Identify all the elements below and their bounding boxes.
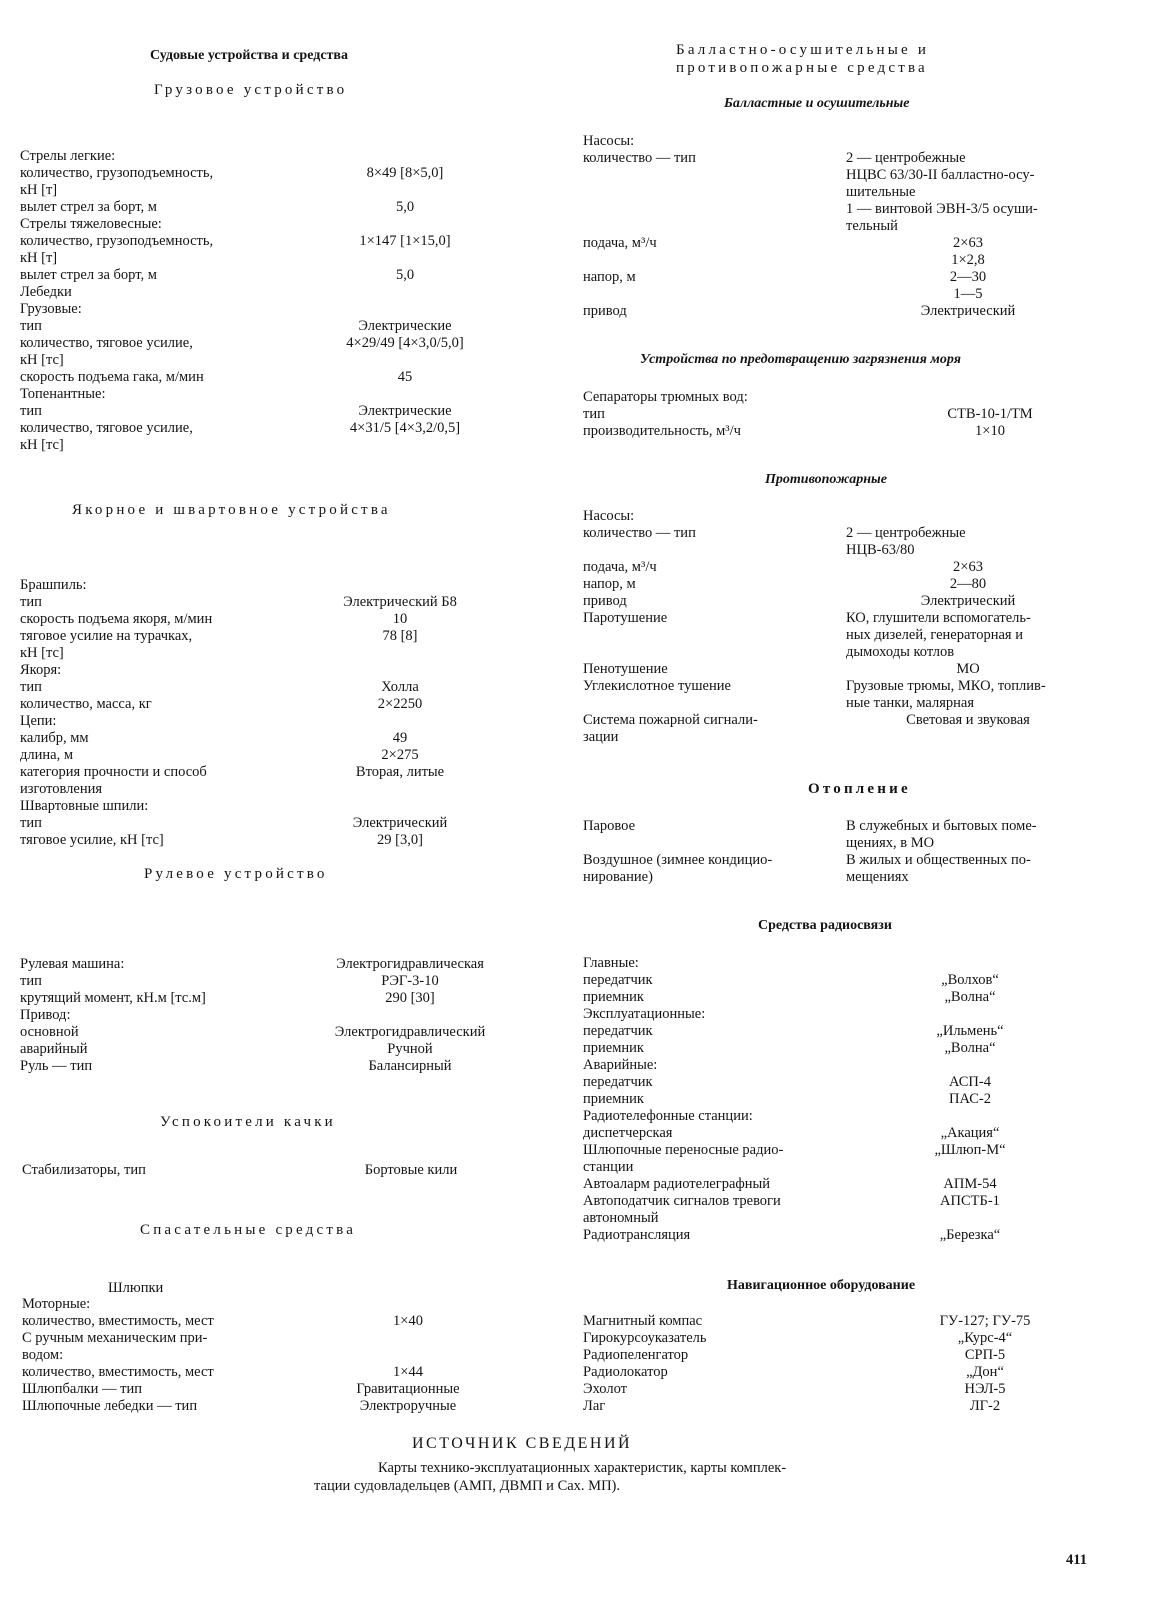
row-value: Электроручные [359, 1398, 457, 1414]
row-label: тип [20, 403, 42, 419]
row-label: Воздушное (зимнее кондицио- [583, 852, 773, 868]
row-label: подача, м³/ч [583, 235, 657, 251]
row-value: „Ильмень“ [936, 1023, 1004, 1039]
row-value: шительные [846, 184, 916, 200]
row-value: Балансирный [368, 1058, 452, 1074]
row-value: 2×275 [381, 747, 419, 763]
row-label: Лебедки [20, 284, 72, 300]
row-label: Радиотрансляция [583, 1227, 691, 1243]
row-label: автономный [583, 1210, 659, 1226]
row-value: 1×147 [1×15,0] [359, 233, 451, 249]
row-value: ные танки, малярная [846, 695, 974, 711]
row-value: 2 — центробежные [846, 525, 966, 541]
row-label: тяговое усилие на турачках, [20, 628, 193, 644]
row-value: 290 [30] [385, 990, 435, 1006]
row-label: кН [т] [20, 182, 58, 198]
row-label: Якоря: [20, 662, 62, 678]
row-label: количество, вместимость, мест [22, 1364, 214, 1380]
row-value: 1×10 [975, 423, 1005, 439]
row-label: количество, масса, кг [20, 696, 152, 712]
row-label: Пенотушение [583, 661, 668, 677]
row-value: Холла [381, 679, 419, 695]
row-value: Ручной [387, 1041, 433, 1057]
row-value: „Дон“ [966, 1364, 1004, 1380]
row-value: 2×63 [953, 235, 983, 251]
heating-title: Отопление [808, 781, 911, 797]
row-label: калибр, мм [20, 730, 89, 746]
rescue-subtitle: Шлюпки [108, 1280, 164, 1296]
row-label: вылет стрел за борт, м [20, 267, 157, 283]
row-label: производительность, м³/ч [583, 423, 741, 439]
row-value: Электрические [358, 403, 452, 419]
row-value: 5,0 [395, 267, 415, 283]
row-value: 1×2,8 [951, 252, 985, 268]
row-label: Радиолокатор [583, 1364, 668, 1380]
row-value: 1 — винтовой ЭВН-3/5 осуши- [846, 201, 1038, 217]
row-value: АПСТБ-1 [940, 1193, 1000, 1209]
row-value: мещениях [846, 869, 909, 885]
row-value: В служебных и бытовых поме- [846, 818, 1037, 834]
row-label: Швартовные шпили: [20, 798, 149, 814]
row-value: КО, глушители вспомогатель- [846, 610, 1031, 626]
row-label: передатчик [583, 1023, 653, 1039]
row-value: Электрический Б8 [343, 594, 457, 610]
row-label: Магнитный компас [583, 1313, 703, 1329]
row-label: кН [тс] [20, 645, 64, 661]
row-value: НЦВС 63/30-II балластно-осу- [846, 167, 1035, 183]
row-value: АСП-4 [949, 1074, 991, 1090]
row-label: Автоаларм радиотелеграфный [583, 1176, 771, 1192]
row-label: Брашпиль: [20, 577, 87, 593]
row-label: Шлюпочные переносные радио- [583, 1142, 784, 1158]
right-heading-line2: противопожарные средства [676, 60, 928, 76]
row-label: Автоподатчик сигналов тревоги [583, 1193, 781, 1209]
row-value: В жилых и общественных по- [846, 852, 1031, 868]
row-value: Гравитационные [356, 1381, 460, 1397]
row-value: „Березка“ [939, 1227, 1001, 1243]
row-label: Рулевая машина: [20, 956, 125, 972]
left-heading: Судовые устройства и средства [150, 48, 348, 63]
row-label: Стабилизаторы, тип [22, 1162, 146, 1178]
row-label: вылет стрел за борт, м [20, 199, 157, 215]
row-value: Бортовые кили [364, 1162, 458, 1178]
row-value: Электрический [352, 815, 448, 831]
rescue-title: Спасательные средства [140, 1222, 357, 1238]
anchor-title: Якорное и швартовное устройства [72, 502, 391, 518]
row-value: Грузовые трюмы, МКО, топлив- [846, 678, 1046, 694]
row-label: тип [20, 679, 42, 695]
row-label: скорость подъема якоря, м/мин [20, 611, 213, 627]
row-label: приемник [583, 1091, 644, 1107]
row-label: диспетчерская [583, 1125, 673, 1141]
row-value: Электрический [920, 593, 1016, 609]
row-label: Паротушение [583, 610, 668, 626]
row-value: 4×29/49 [4×3,0/5,0] [346, 335, 464, 351]
cargo-title: Грузовое устройство [154, 82, 348, 98]
row-value: „Волхов“ [941, 972, 999, 988]
row-label: подача, м³/ч [583, 559, 657, 575]
row-label: кН [тс] [20, 352, 64, 368]
row-label: Гирокурсоуказатель [583, 1330, 707, 1346]
row-value: 2×63 [953, 559, 983, 575]
radio-title: Средства радиосвязи [758, 918, 892, 933]
row-label: привод [583, 303, 627, 319]
row-value: 4×31/5 [4×3,2/0,5] [349, 420, 461, 436]
row-value: 1×40 [393, 1313, 423, 1329]
row-value: АПМ-54 [943, 1176, 997, 1192]
row-label: количество, грузоподъемность, [20, 165, 214, 181]
row-label: Эксплуатационные: [583, 1006, 706, 1022]
row-value: 1×44 [393, 1364, 423, 1380]
row-label: тип [20, 318, 42, 334]
row-label: напор, м [583, 269, 636, 285]
row-label: изготовления [20, 781, 103, 797]
row-value: „Волна“ [944, 989, 996, 1005]
steering-title: Рулевое устройство [144, 866, 328, 882]
row-value: Электрический [920, 303, 1016, 319]
row-value: Вторая, литые [355, 764, 445, 780]
row-value: СТВ-10-1/ТМ [947, 406, 1033, 422]
source-line-2: тации судовладельцев (АМП, ДВМП и Сах. МП). [314, 1478, 620, 1494]
row-value: 2 — центробежные [846, 150, 966, 166]
row-value: щениях, в МО [846, 835, 935, 851]
row-label: Сепараторы трюмных вод: [583, 389, 748, 405]
row-value: 49 [392, 730, 408, 746]
row-value: 2—30 [949, 269, 987, 285]
row-label: основной [20, 1024, 79, 1040]
row-label: количество, вместимость, мест [22, 1313, 214, 1329]
row-label: скорость подъема гака, м/мин [20, 369, 204, 385]
row-value: НЦВ-63/80 [846, 542, 915, 558]
row-label: водом: [22, 1347, 64, 1363]
row-label: Аварийные: [583, 1057, 658, 1073]
row-value: „Курс-4“ [957, 1330, 1013, 1346]
row-label: Система пожарной сигнали- [583, 712, 758, 728]
row-label: привод [583, 593, 627, 609]
row-label: количество, тяговое усилие, [20, 335, 193, 351]
row-label: количество, тяговое усилие, [20, 420, 193, 436]
row-value: 29 [3,0] [377, 832, 423, 848]
row-label: крутящий момент, кН.м [тс.м] [20, 990, 206, 1006]
row-label: Радиопеленгатор [583, 1347, 689, 1363]
row-value: Световая и звуковая [906, 712, 1030, 728]
row-label: тяговое усилие, кН [тс] [20, 832, 164, 848]
row-value: „Шлюп-М“ [934, 1142, 1006, 1158]
row-value: НЭЛ-5 [964, 1381, 1006, 1397]
row-label: аварийный [20, 1041, 88, 1057]
fire-title: Противопожарные [765, 472, 887, 487]
row-label: Главные: [583, 955, 639, 971]
row-label: Эхолот [583, 1381, 627, 1397]
row-value: дымоходы котлов [846, 644, 955, 660]
row-label: количество — тип [583, 525, 696, 541]
row-value: „Волна“ [944, 1040, 996, 1056]
row-label: тип [20, 815, 42, 831]
source-title: ИСТОЧНИК СВЕДЕНИЙ [412, 1435, 633, 1452]
row-value: 2×2250 [377, 696, 423, 712]
row-label: Стрелы легкие: [20, 148, 116, 164]
row-label: Паровое [583, 818, 636, 834]
row-label: зации [583, 729, 619, 745]
row-value: тельный [846, 218, 898, 234]
row-label: кН [тс] [20, 437, 64, 453]
row-label: нирование) [583, 869, 653, 885]
row-label: кН [т] [20, 250, 58, 266]
row-label: Шлюпбалки — тип [22, 1381, 143, 1397]
pollution-title: Устройства по предотвращению загрязнения моря [640, 352, 961, 367]
row-label: Шлюпочные лебедки — тип [22, 1398, 198, 1414]
row-value: ЛГ-2 [969, 1398, 1001, 1414]
row-value: 45 [397, 369, 413, 385]
row-label: Лаг [583, 1398, 606, 1414]
row-label: Топенантные: [20, 386, 106, 402]
row-value: СРП-5 [964, 1347, 1006, 1363]
row-value: Электрогидравлическая [336, 956, 484, 972]
right-heading-line1: Балластно-осушительные и [676, 42, 930, 58]
row-label: Руль — тип [20, 1058, 93, 1074]
row-label: станции [583, 1159, 634, 1175]
row-value: 1—5 [953, 286, 983, 302]
row-label: количество, грузоподъемность, [20, 233, 214, 249]
row-label: Радиотелефонные станции: [583, 1108, 753, 1124]
row-label: тип [583, 406, 605, 422]
row-value: 78 [8] [382, 628, 418, 644]
row-value: Электрогидравлический [334, 1024, 486, 1040]
row-label: категория прочности и способ [20, 764, 207, 780]
row-label: Углекислотное тушение [583, 678, 731, 694]
row-value: ных дизелей, генераторная и [846, 627, 1023, 643]
row-label: передатчик [583, 1074, 653, 1090]
row-value: МО [956, 661, 980, 677]
row-value: ПАС-2 [949, 1091, 991, 1107]
page-number: 411 [1066, 1552, 1087, 1568]
nav-title: Навигационное оборудование [727, 1278, 916, 1293]
row-label: С ручным механическим при- [22, 1330, 208, 1346]
row-label: количество — тип [583, 150, 696, 166]
row-value: 5,0 [395, 199, 415, 215]
row-label: напор, м [583, 576, 636, 592]
row-label: приемник [583, 989, 644, 1005]
source-line-1: Карты технико-эксплуатационных характеристик, карты комплек- [378, 1460, 787, 1476]
row-label: Моторные: [22, 1296, 91, 1312]
row-value: РЭГ-3-10 [381, 973, 439, 989]
row-label: Привод: [20, 1007, 71, 1023]
row-label: приемник [583, 1040, 644, 1056]
row-value: „Акация“ [940, 1125, 1000, 1141]
row-value: 10 [392, 611, 408, 627]
row-label: Цепи: [20, 713, 57, 729]
row-label: тип [20, 594, 42, 610]
row-value: ГУ-127; ГУ-75 [939, 1313, 1031, 1329]
row-label: Насосы: [583, 133, 635, 149]
row-label: тип [20, 973, 42, 989]
ballast-title: Балластные и осушительные [724, 96, 910, 111]
row-label: Насосы: [583, 508, 635, 524]
row-label: Стрелы тяжеловесные: [20, 216, 162, 232]
row-value: 8×49 [8×5,0] [366, 165, 444, 181]
stabilizers-title: Успокоители качки [160, 1114, 336, 1130]
row-value: 2—80 [949, 576, 987, 592]
row-label: Грузовые: [20, 301, 82, 317]
row-value: Электрические [358, 318, 452, 334]
row-label: длина, м [20, 747, 73, 763]
row-label: передатчик [583, 972, 653, 988]
